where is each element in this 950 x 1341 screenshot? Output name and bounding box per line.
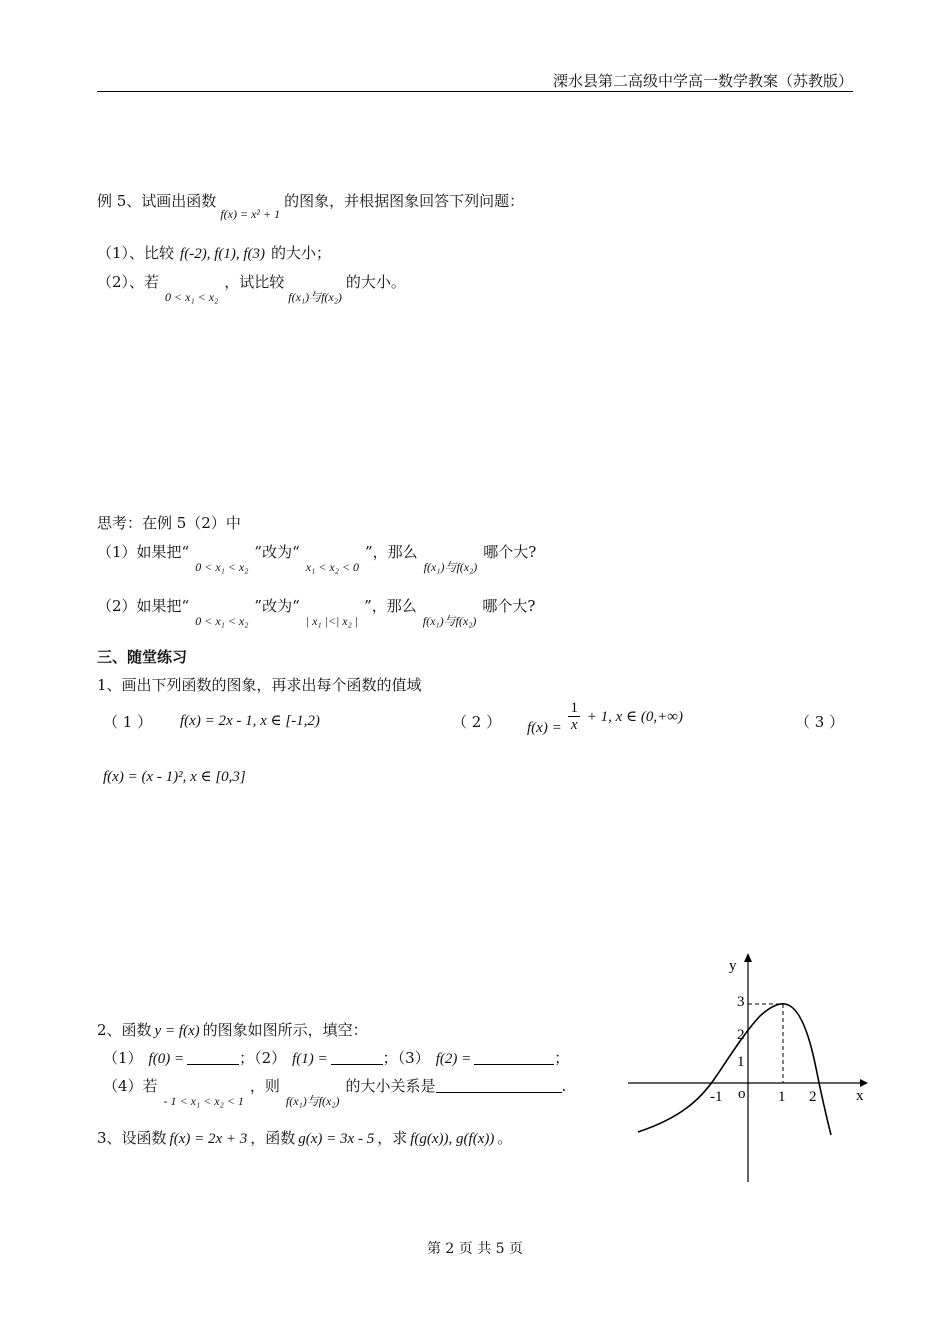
y-tick-1: 1 bbox=[737, 1054, 745, 1070]
exercise2-prompt: 2、函数 y = f(x) 的图象如图所示，填空： bbox=[97, 1021, 368, 1039]
exercise1-func3: f(x) = (x - 1)², x ∈ [0,3] bbox=[103, 769, 246, 785]
exercise3: 3、设函数 f(x) = 2x + 3 ，函数 g(x) = 3x - 5 ，求 f(g(x)), g(f(x)) 。 bbox=[97, 1129, 513, 1147]
y-tick-2: 2 bbox=[737, 1027, 745, 1043]
origin-label: o bbox=[738, 1086, 746, 1102]
function-graph bbox=[620, 950, 870, 1190]
exercise1-num1: （ 1 ） bbox=[103, 713, 153, 731]
think-title: 思考：在例 5（2）中 bbox=[97, 514, 241, 532]
exercise1-num2: （ 2 ） bbox=[452, 713, 502, 731]
example5-q1: （1）、比较 f(-2), f(1), f(3) 的大小； bbox=[97, 244, 332, 262]
exercise2-q4: （4）若$_{- 1 < x_1 < x_2 < 1}$，则$_{f(x_1)与f(x_2)}$的大小关系是 . bbox=[103, 1077, 567, 1108]
blank-f0[interactable] bbox=[187, 1050, 239, 1065]
exercise1-prompt: 1、画出下列函数的图象，再求出每个函数的值域 bbox=[97, 676, 422, 694]
blank-compare[interactable] bbox=[436, 1078, 562, 1093]
y-axis-label: y bbox=[729, 958, 737, 974]
page-footer: 第 2 页 共 5 页 bbox=[426, 1241, 524, 1257]
x-tick-1: 1 bbox=[778, 1089, 786, 1105]
y-axis-arrow bbox=[744, 953, 752, 962]
example5-q2: （2）、若$_{0 < x_1 < x_2}$，试比较$_{f(x_1)与f(x_2)}$的大小。 bbox=[97, 273, 406, 304]
think-q1: （1）如果把“$_{0 < x_1 < x_2}$”改为“$_{x_1 < x_2 < 0}$”，那么$_{f(x_1)与f(x_2)}$哪个大? bbox=[97, 543, 537, 574]
y-tick-3: 3 bbox=[737, 994, 745, 1010]
x-tick-2: 2 bbox=[809, 1089, 817, 1105]
example5-formula: f(x) = x² + 1 bbox=[220, 207, 281, 221]
header-divider bbox=[97, 91, 853, 92]
blank-f1[interactable] bbox=[331, 1050, 383, 1065]
function-curve bbox=[638, 1004, 831, 1135]
blank-f2[interactable] bbox=[474, 1050, 554, 1065]
header-title: 溧水县第二高级中学高一数学教案（苏教版） bbox=[552, 72, 853, 90]
exercise2-blanks: （1） f(0) = ；（2） f(1) = ；（3） f(2) = ； bbox=[103, 1049, 570, 1067]
think-q2: （2）如果把“$_{0 < x_1 < x_2}$”改为“$_{| x_1 |<| x_2 |}$”，那么$_{f(x_1)与f(x_2)}$哪个大? bbox=[97, 597, 536, 628]
x-axis-label: x bbox=[856, 1088, 864, 1104]
example5-intro: 例 5、试画出函数$_{f(x) = x^2 + 1}$的图象，并根据图象回答下列问题： bbox=[97, 192, 525, 221]
exercise1-func1: f(x) = 2x - 1, x ∈ [-1,2) bbox=[180, 713, 320, 729]
x-tick-neg1: -1 bbox=[710, 1089, 723, 1105]
x-axis-arrow bbox=[860, 1079, 868, 1087]
exercise1-func2: f(x) = $\frac{1}{x}$ + 1, x ∈ (0,+∞) bbox=[527, 700, 683, 736]
exercise1-num3: （ 3 ） bbox=[795, 713, 845, 731]
section3-title: 三、随堂练习 bbox=[97, 648, 188, 666]
